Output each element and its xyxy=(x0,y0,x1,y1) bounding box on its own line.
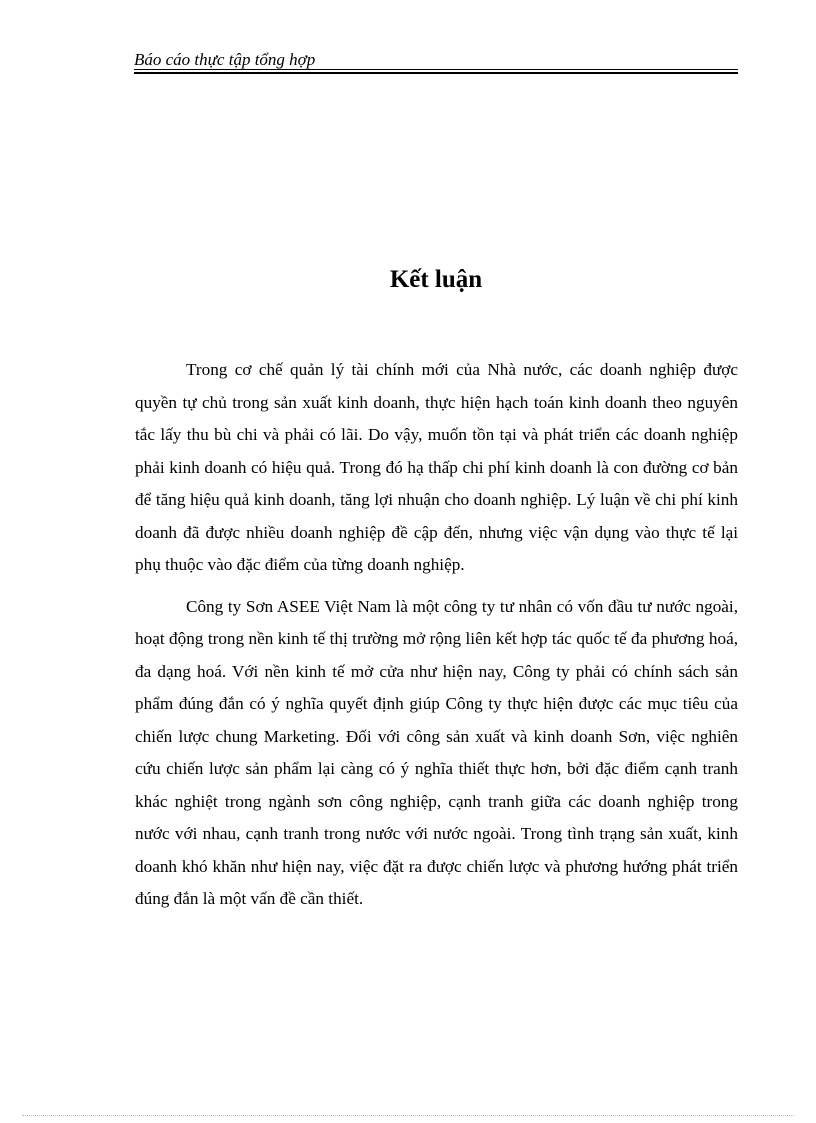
page-header xyxy=(134,49,738,75)
page-title: Kết luận xyxy=(389,266,483,293)
header-rule-thick xyxy=(134,72,738,74)
header-rule-thin xyxy=(134,69,738,70)
page-bottom-border xyxy=(22,1115,794,1116)
paragraph: Trong cơ chế quản lý tài chính mới của Nhà nước, các doanh nghiệp được quyền tự chủ trong sản xuất kinh doanh, thực hiện hạch toán kinh doanh theo nguyên tắc lấy thu bù chi và phải có lãi. Do vậy, muốn tồn tại và phát triển các doanh nghiệp phải kinh doanh có hiệu quả. Trong đó hạ thấp chi phí kinh doanh là con đường cơ bản để tăng hiệu quả kinh doanh, tăng lợi nhuận cho doanh nghiệp. Lý luận về chi phí kinh doanh đã được nhiều doanh nghiệp đề cập đến, nhưng việc vận dụng vào thực tế lại phụ thuộc vào đặc điểm của từng doanh nghiệp. xyxy=(135,360,738,574)
header-title: Báo cáo thực tập tổng hợp xyxy=(134,50,316,69)
document-body xyxy=(135,354,738,925)
paragraph: Công ty Sơn ASEE Việt Nam là một công ty tư nhân có vốn đầu tư nước ngoài, hoạt động trong nền kinh tế thị trường mở rộng liên kết hợp tác quốc tế đa phương hoá, đa dạng hoá. Với nền kinh tế mở cửa như hiện nay, Công ty phải có chính sách sản phẩm đúng đắn có ý nghĩa quyết định giúp Công ty thực hiện được các mục tiêu của chiến lược chung Marketing. Đối với công sản xuất và kinh doanh Sơn, việc nghiên cứu chiến lược sản phẩm lại càng có ý nghĩa thiết thực hơn, bởi đặc điểm cạnh tranh khác nghiệt trong ngành sơn công nghiệp, cạnh tranh giữa các doanh nghiệp trong nước với nhau, cạnh tranh trong nước với nước ngoài. Trong tình trạng sản xuất, kinh doanh khó khăn như hiện nay, việc đặt ra được chiến lược và phương hướng phát triển đúng đắn là một vấn đề cần thiết. xyxy=(135,596,738,908)
